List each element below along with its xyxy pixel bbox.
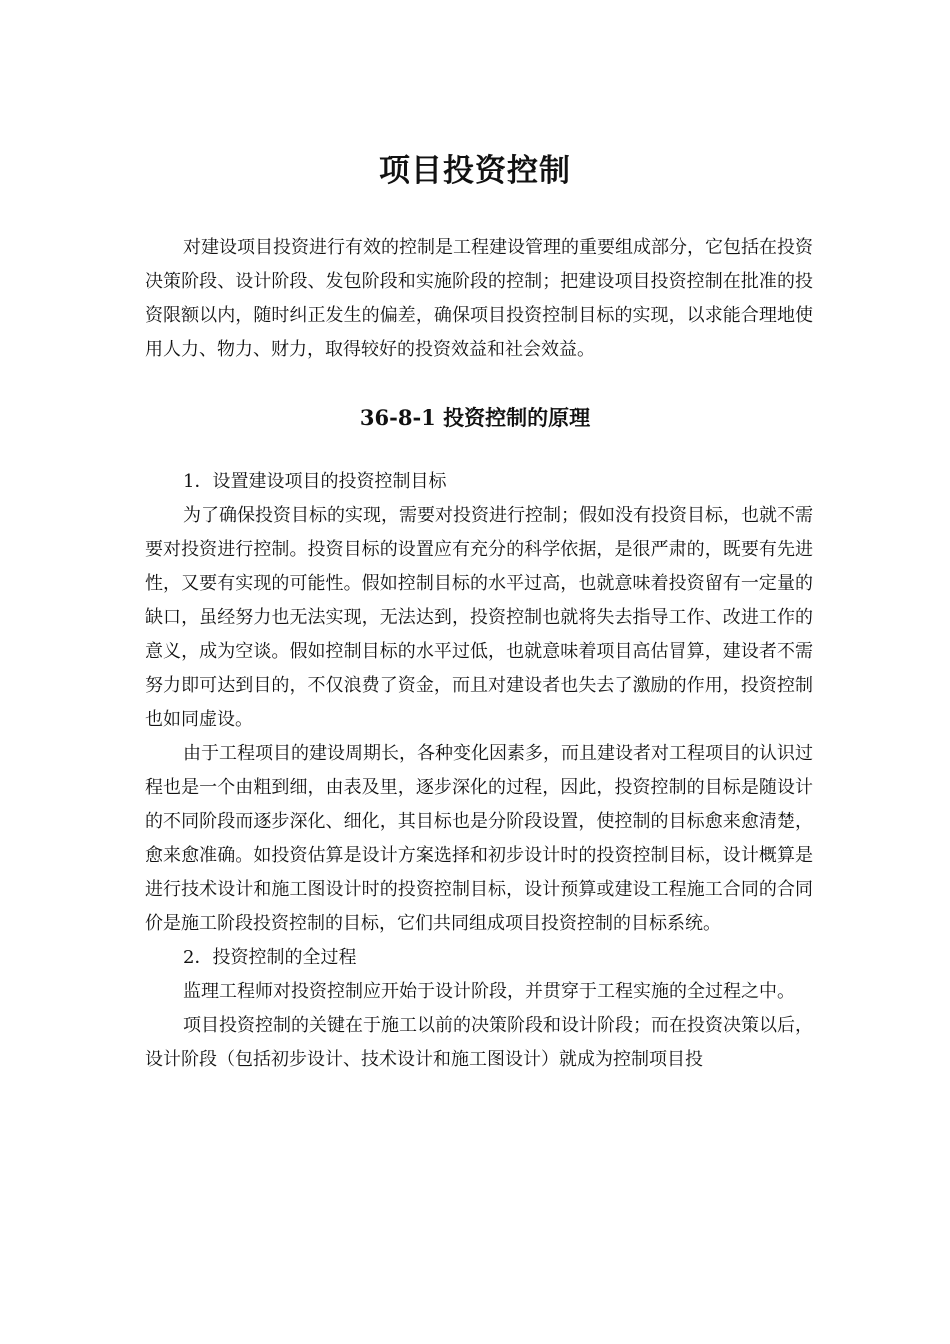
paragraph-process-key: 项目投资控制的关键在于施工以前的决策阶段和设计阶段；而在投资决策以后，设计阶段（包括初步设计、技术设计和施工图设计）就成为控制项目投 xyxy=(145,1015,813,1070)
paragraph-process-start: 监理工程师对投资控制应开始于设计阶段，并贯穿于工程实施的全过程之中。 xyxy=(183,981,795,1002)
intro-paragraph: 对建设项目投资进行有效的控制是工程建设管理的重要组成部分，它包括在投资决策阶段、设计阶段、发包阶段和实施阶段的控制；把建设项目投资控制在批准的投资限额以内，随时纠正发生的偏差，确保项目投资控制目标的实现，以求能合理地使用人力、物力、财力，取得较好的投资效益和社会效益。 xyxy=(145,237,813,360)
document-title: 项目投资控制 xyxy=(379,153,571,189)
paragraph-target-stages: 由于工程项目的建设周期长，各种变化因素多，而且建设者对工程项目的认识过程也是一个由粗到细，由表及里，逐步深化的过程，因此，投资控制的目标是随设计的不同阶段而逐步深化、细化，其目标也是分阶段设置，使控制的目标愈来愈清楚，愈来愈准确。如投资估算是设计方案选择和初步设计时的投资控制目标，设计概算是进行技术设计和施工图设计时的投资控制目标，设计预算或建设工程施工合同的合同价是施工阶段投资控制的目标，它们共同组成项目投资控制的目标系统。 xyxy=(145,743,813,934)
section-body xyxy=(145,465,813,1077)
subheading-target: 1．设置建设项目的投资控制目标 xyxy=(183,471,447,492)
subheading-process: 2．投资控制的全过程 xyxy=(183,947,357,968)
paragraph-target-necessity: 为了确保投资目标的实现，需要对投资进行控制；假如没有投资目标，也就不需要对投资进行控制。投资目标的设置应有充分的科学依据，是很严肃的，既要有先进性，又要有实现的可能性。假如控制目标的水平过高，也就意味着投资留有一定量的缺口，虽经努力也无法实现，无法达到，投资控制也就将失去指导工作、改进工作的意义，成为空谈。假如控制目标的水平过低，也就意味着项目高估冒算，建设者不需努力即可达到目的，不仅浪费了资金，而且对建设者也失去了激励的作用，投资控制也如同虚设。 xyxy=(145,505,813,730)
section-heading: 36-8-1 投资控制的原理 xyxy=(359,405,591,430)
